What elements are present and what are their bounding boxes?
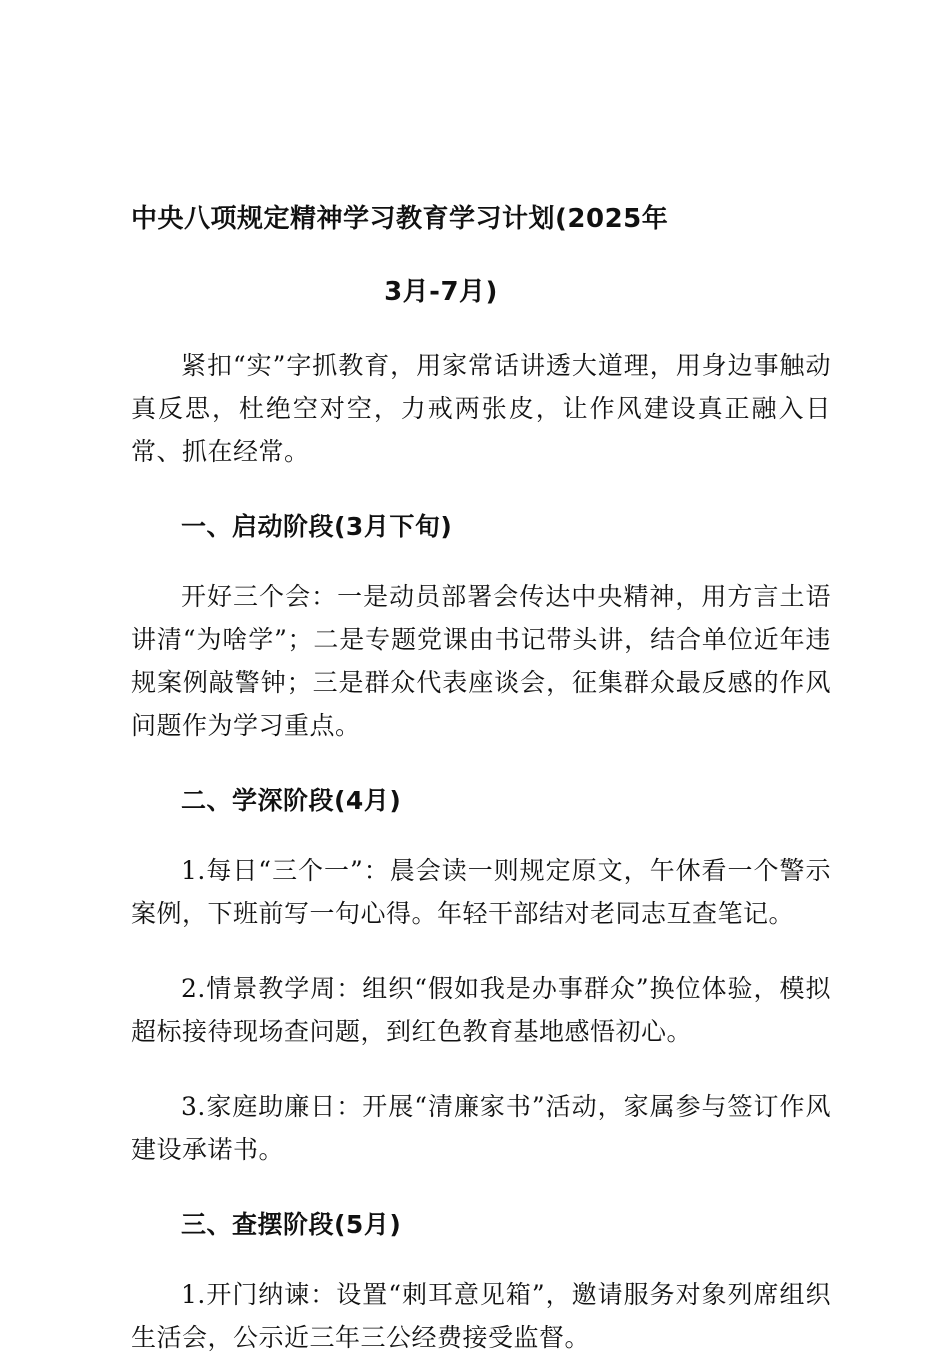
section-paragraph: 1.每日“三个一”：晨会读一则规定原文，午休看一个警示案例，下班前写一句心得。年轻干部结对老同志互查笔记。 bbox=[131, 856, 831, 928]
document-title bbox=[131, 198, 831, 314]
section-paragraph: 1.开门纳谏：设置“刺耳意见箱”，邀请服务对象列席组织生活会，公示近三年三公经费接受监督。 bbox=[131, 1280, 831, 1352]
title-line-1: 中央八项规定精神学习教育学习计划(2025年 bbox=[131, 204, 669, 234]
section-heading-review: 三、查摆阶段(5月) bbox=[181, 1210, 402, 1239]
intro-paragraph: 紧扣“实”字抓教育，用家常话讲透大道理，用身边事触动真反思，杜绝空对空，力戒两张皮，让作风建设真正融入日常、抓在经常。 bbox=[131, 351, 831, 466]
document-body bbox=[131, 198, 831, 1359]
section-paragraph: 2.情景教学周：组织“假如我是办事群众”换位体验，模拟超标接待现场查问题，到红色教育基地感悟初心。 bbox=[131, 974, 831, 1046]
title-line-2: 3月-7月) bbox=[384, 277, 498, 307]
section-paragraph: 3.家庭助廉日：开展“清廉家书”活动，家属参与签订作风建设承诺书。 bbox=[131, 1092, 831, 1164]
section-heading-startup: 一、启动阶段(3月下旬) bbox=[181, 512, 453, 541]
section-paragraph: 开好三个会：一是动员部署会传达中央精神，用方言土语讲清“为啥学”；二是专题党课由书记带头讲，结合单位近年违规案例敲警钟；三是群众代表座谈会，征集群众最反感的作风问题作为学习重点。 bbox=[131, 582, 831, 740]
section-heading-study: 二、学深阶段(4月) bbox=[181, 786, 402, 815]
